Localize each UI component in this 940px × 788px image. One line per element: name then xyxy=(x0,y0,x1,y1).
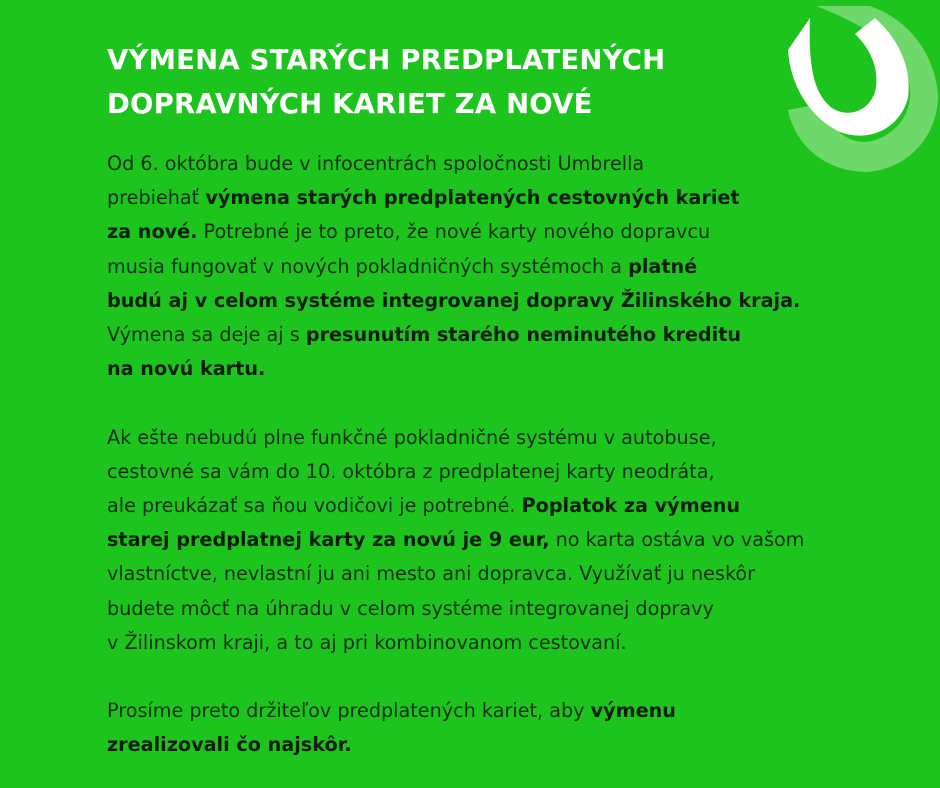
text-line xyxy=(107,421,927,455)
text-run: Prosíme preto držiteľov predplatených kariet, aby xyxy=(107,699,591,723)
bold-text-run: budú aj v celom systéme integrovanej dopravy Žilinského kraja. xyxy=(107,288,801,312)
text-line xyxy=(107,318,927,352)
page-title xyxy=(107,38,767,126)
text-line xyxy=(107,523,927,557)
paragraph-request xyxy=(107,694,927,762)
text-line xyxy=(107,250,927,284)
bold-text-run: starej predplatnej karty za novú je 9 eur, xyxy=(107,528,550,552)
text-run: Ak ešte nebudú plne funkčné pokladničné systému v autobuse, xyxy=(107,425,717,449)
text-run: cestovné sa vám do 10. októbra z predplatenej karty neodráta, xyxy=(107,459,715,483)
bold-text-run: za nové. xyxy=(107,220,198,244)
paragraph-exchange xyxy=(107,147,927,386)
text-line xyxy=(107,215,927,249)
bold-text-run: výmenu xyxy=(590,699,676,723)
text-line xyxy=(107,147,927,181)
title-line: VÝMENA STARÝCH PREDPLATENÝCH xyxy=(107,44,666,76)
text-line xyxy=(107,455,927,489)
text-run: no karta ostáva vo vašom xyxy=(549,528,805,552)
bold-text-run: na novú kartu. xyxy=(107,357,266,381)
text-line xyxy=(107,352,927,386)
text-run: Od 6. októbra bude v infocentrách spoločnosti Umbrella xyxy=(107,152,645,175)
text-run: Potrebné je to preto, že nové karty nového dopravcu xyxy=(197,220,711,244)
text-line xyxy=(107,181,927,215)
bold-text-run: presunutím starého neminutého kreditu xyxy=(305,323,742,347)
bold-text-run: zrealizovali čo najskôr. xyxy=(107,733,352,757)
text-line xyxy=(107,626,927,660)
text-line xyxy=(107,728,927,762)
bold-text-run: platné xyxy=(628,254,698,278)
text-run: prebiehať xyxy=(107,186,206,210)
text-line xyxy=(107,694,927,728)
announcement-body xyxy=(107,147,927,763)
title-line: DOPRAVNÝCH KARIET ZA NOVÉ xyxy=(107,88,593,120)
text-run: vlastníctve, nevlastní ju ani mesto ani dopravca. Využívať ju neskôr xyxy=(107,562,756,586)
text-run: ale preukázať sa ňou vodičovi je potrebné. xyxy=(107,494,522,518)
bold-text-run: Poplatok za výmenu xyxy=(521,494,741,518)
text-line xyxy=(107,284,927,318)
text-run: budete môcť na úhradu v celom systéme integrovanej dopravy xyxy=(107,596,714,620)
text-line xyxy=(107,489,927,523)
text-run: v Žilinskom kraji, a to aj pri kombinovanom cestovaní. xyxy=(107,630,627,654)
bold-text-run: výmena starých predplatených cestovných kariet xyxy=(205,186,740,210)
text-run: Výmena sa deje aj s xyxy=(107,323,306,347)
paragraph-fee xyxy=(107,421,927,660)
text-line xyxy=(107,592,927,626)
text-run: musia fungovať v nových pokladničných systémoch a xyxy=(107,254,629,278)
text-line xyxy=(107,557,927,591)
